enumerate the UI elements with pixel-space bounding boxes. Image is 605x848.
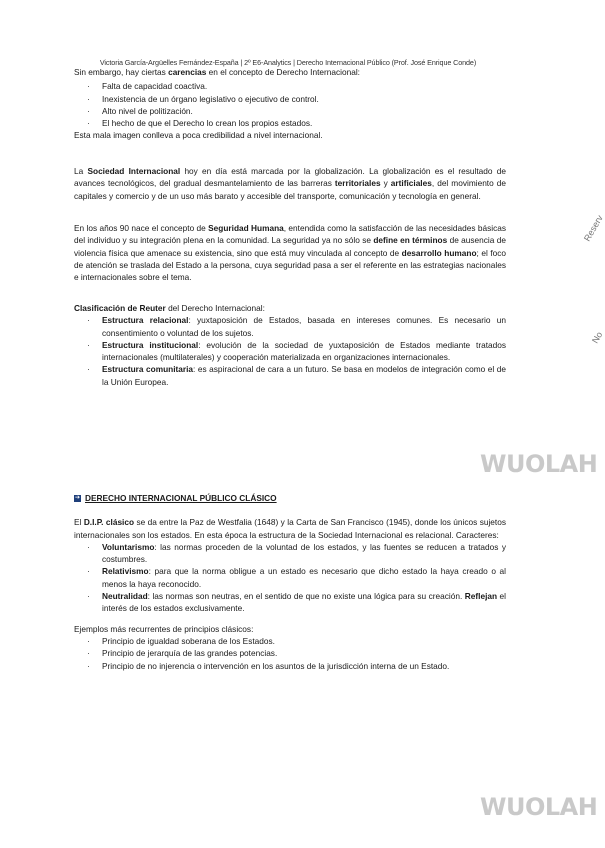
carencias-section (74, 66, 506, 142)
caracteres-list (74, 541, 506, 615)
reuter-list (74, 314, 506, 388)
list-item: · Falta de capacidad coactiva. (84, 80, 506, 92)
side-text-reserv: Reserv (582, 213, 605, 243)
page-header: Victoria García-Argüelles Fernández-España | 2º E6-Analytics | Derecho Internacional Público (Prof. José Enrique Conde) (99, 58, 477, 67)
list-item: · Estructura comunitaria: es aspiracional de cara a un futuro. Se basa en modelos de integración como el de la Unión Europea. (84, 363, 506, 388)
dip-clasico-section (74, 492, 506, 672)
seguridad-humana-paragraph: En los años 90 nace el concepto de Seguridad Humana, entendida como la satisfacción de las necesidades básicas del individuo y su integración plena en la comunidad. La seguridad ya no sólo se define en términos de ausencia de violencia física que amenace su existencia, sino que está muy vinculada al concepto de desarrollo humano; el foco de atención se traslada del Estado a la persona, cuya seguridad pasa a ser el referente en las estrategias nacionales e internacionales sobre el tema. (74, 223, 507, 283)
list-item: · Estructura relacional: yuxtaposición de Estados, basada en intereses comunes. Es necesario un consentimiento o voluntad de los sujetos. (84, 314, 506, 339)
reuter-title: Clasificación de Reuter del Derecho Internacional: (74, 303, 265, 313)
section-title: DERECHO INTERNACIONAL PÚBLICO CLÁSICO (85, 493, 277, 503)
list-item: · Neutralidad: las normas son neutras, en el sentido de que no existe una lógica para su creación. Reflejan el interés de los estados exclusivamente. (84, 590, 506, 615)
list-item: · Estructura institucional: evolución de la sociedad de yuxtaposición de Estados mediante tratados internacionales (multilaterales) y cooperación materializada en organizaciones internacionales. (84, 339, 506, 364)
list-item: · Relativismo: para que la norma obligue a un estado es necesario que dicho estado la haya creado o al menos la haya reconocido. (84, 565, 506, 590)
wuolah-watermark: WUOLAH (480, 793, 598, 821)
list-item: · Inexistencia de un órgano legislativo o ejecutivo de control. (84, 93, 506, 105)
sociedad-internacional-paragraph: La Sociedad Internacional hoy en día está marcada por la globalización. La globalización es el resultado de avances tecnológicos, del gradual desmantelamiento de las barreras territoriales y artificiales, del movimiento de capitales y comercio y de un uso más barato y accesible del transporte, comunicación y tecnología en general. (74, 166, 506, 201)
clasificacion-reuter-section (74, 302, 506, 388)
carencias-list (74, 80, 506, 129)
ejemplos-list (74, 635, 506, 672)
list-item: · Alto nivel de politización. (84, 105, 506, 117)
list-item: · Principio de igualdad soberana de los Estados. (84, 635, 506, 647)
carencias-intro: Sin embargo, hay ciertas carencias en el concepto de Derecho Internacional: (74, 67, 360, 77)
list-item: · Principio de no injerencia o intervención en los asuntos de la jurisdicción interna de un Estado. (84, 660, 506, 672)
section-heading (74, 492, 506, 504)
arrow-right-icon: ➔ (74, 494, 81, 501)
side-text-no: No (590, 330, 605, 345)
list-item: · Voluntarismo: las normas proceden de la voluntad de los estados, y las fuentes se reducen a tratados y costumbres. (84, 541, 506, 566)
carencias-closing: Esta mala imagen conlleva a poca credibilidad a nivel internacional. (74, 130, 323, 141)
ejemplos-title: Ejemplos más recurrentes de principios clásicos: (74, 623, 254, 634)
wuolah-watermark: WUOLAH (480, 450, 598, 478)
dip-clasico-paragraph: El D.I.P. clásico se da entre la Paz de Westfalia (1648) y la Carta de San Francisco (1945), donde los únicos sujetos internacionales son los estados. En esta época la estructura de la Sociedad Internacional es relacional. Caracteres: (74, 517, 506, 540)
list-item: · El hecho de que el Derecho lo crean los propios estados. (84, 117, 506, 129)
list-item: · Principio de jerarquía de las grandes potencias. (84, 647, 506, 659)
